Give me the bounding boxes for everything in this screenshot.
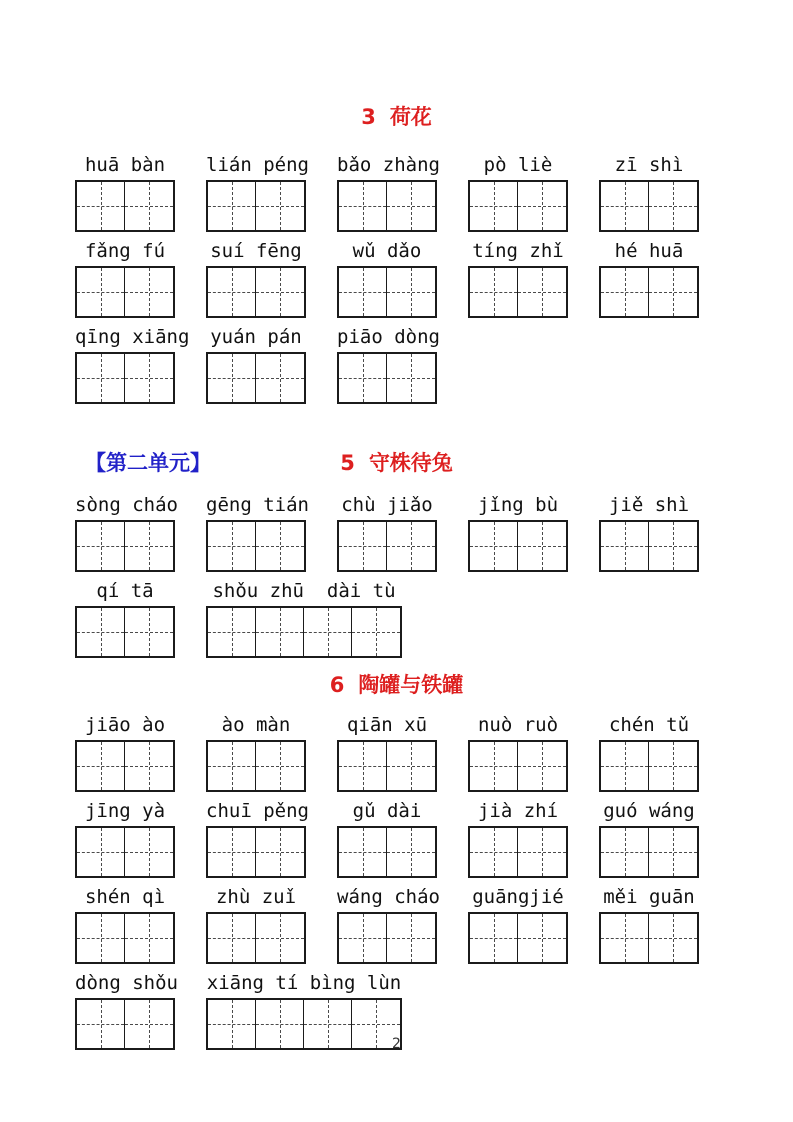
character-writing-box[interactable] bbox=[337, 740, 437, 792]
word-entry bbox=[206, 238, 337, 318]
pinyin-label: shén qì bbox=[84, 886, 166, 908]
writing-cell[interactable] bbox=[208, 182, 256, 230]
character-writing-box[interactable] bbox=[75, 606, 175, 658]
pinyin-label: jiāo ào bbox=[84, 714, 166, 736]
writing-cell[interactable] bbox=[208, 522, 256, 570]
word-entry bbox=[468, 492, 599, 572]
writing-cell[interactable] bbox=[339, 742, 387, 790]
writing-cell[interactable] bbox=[208, 608, 256, 656]
writing-cell[interactable] bbox=[256, 742, 304, 790]
section-rows bbox=[0, 152, 793, 404]
lesson-title bbox=[340, 451, 453, 475]
word-entry bbox=[468, 884, 599, 964]
word-entry bbox=[206, 152, 337, 232]
spacer bbox=[0, 664, 793, 672]
lesson-title bbox=[361, 105, 432, 129]
pinyin-label: jīng yà bbox=[84, 800, 166, 822]
writing-cell[interactable] bbox=[387, 182, 435, 230]
writing-cell[interactable] bbox=[125, 354, 173, 402]
page-number: 2 bbox=[392, 1036, 401, 1052]
word-row bbox=[75, 492, 793, 572]
pinyin-label: hé huā bbox=[614, 240, 684, 262]
pinyin-label: jià zhí bbox=[477, 800, 559, 822]
writing-cell[interactable] bbox=[649, 268, 697, 316]
writing-cell[interactable] bbox=[352, 608, 400, 656]
writing-cell[interactable] bbox=[470, 268, 518, 316]
writing-cell[interactable] bbox=[518, 182, 566, 230]
pinyin-label: yuán pán bbox=[210, 326, 302, 348]
worksheet-body bbox=[0, 104, 793, 1050]
writing-cell[interactable] bbox=[125, 608, 173, 656]
character-writing-box[interactable] bbox=[599, 180, 699, 232]
pinyin-label: ào màn bbox=[221, 714, 291, 736]
writing-cell[interactable] bbox=[649, 742, 697, 790]
character-writing-box[interactable] bbox=[599, 740, 699, 792]
character-writing-box[interactable] bbox=[468, 826, 568, 878]
pinyin-label: chén tǔ bbox=[608, 714, 690, 736]
character-writing-box[interactable] bbox=[599, 912, 699, 964]
writing-cell[interactable] bbox=[387, 522, 435, 570]
pinyin-label: bǎo zhàng bbox=[337, 154, 440, 176]
writing-cell[interactable] bbox=[304, 608, 352, 656]
word-entry bbox=[337, 712, 468, 792]
character-writing-box[interactable] bbox=[206, 180, 306, 232]
word-entry bbox=[599, 712, 730, 792]
character-writing-box[interactable] bbox=[206, 520, 306, 572]
word-entry bbox=[206, 798, 337, 878]
lesson-number: 5 bbox=[340, 451, 355, 475]
word-entry bbox=[468, 238, 599, 318]
word-entry bbox=[75, 238, 206, 318]
pinyin-label: wǔ dǎo bbox=[352, 240, 422, 262]
writing-cell[interactable] bbox=[256, 182, 304, 230]
word-row bbox=[75, 798, 793, 878]
writing-cell[interactable] bbox=[125, 268, 173, 316]
character-writing-box[interactable] bbox=[75, 352, 175, 404]
pinyin-label: qīng xiāng bbox=[75, 326, 190, 348]
writing-cell[interactable] bbox=[339, 914, 387, 962]
pinyin-label: fǎng fú bbox=[84, 240, 166, 262]
character-writing-box[interactable] bbox=[75, 520, 175, 572]
writing-cell[interactable] bbox=[77, 608, 125, 656]
pinyin-label: tíng zhǐ bbox=[472, 240, 564, 262]
pinyin-label: dòng shǒu bbox=[75, 972, 178, 994]
word-entry bbox=[468, 152, 599, 232]
word-entry bbox=[599, 884, 730, 964]
lesson-name: 荷花 bbox=[389, 105, 432, 129]
unit-label: 【第二单元】 bbox=[85, 451, 211, 475]
character-writing-box[interactable] bbox=[75, 740, 175, 792]
word-row bbox=[75, 324, 793, 404]
writing-cell[interactable] bbox=[77, 182, 125, 230]
character-writing-box[interactable] bbox=[468, 740, 568, 792]
spacer bbox=[0, 130, 793, 152]
writing-cell[interactable] bbox=[125, 182, 173, 230]
writing-cell[interactable] bbox=[125, 742, 173, 790]
writing-cell[interactable] bbox=[649, 914, 697, 962]
writing-cell[interactable] bbox=[470, 182, 518, 230]
lesson-number: 3 bbox=[361, 105, 376, 129]
writing-cell[interactable] bbox=[387, 268, 435, 316]
character-writing-box[interactable] bbox=[75, 912, 175, 964]
character-writing-box[interactable] bbox=[206, 266, 306, 318]
pinyin-label: lián péng bbox=[206, 154, 309, 176]
writing-cell[interactable] bbox=[125, 828, 173, 876]
writing-cell[interactable] bbox=[601, 182, 649, 230]
writing-cell[interactable] bbox=[256, 828, 304, 876]
writing-cell[interactable] bbox=[518, 828, 566, 876]
character-writing-box[interactable] bbox=[75, 180, 175, 232]
section-header bbox=[0, 450, 793, 476]
word-entry bbox=[75, 324, 206, 404]
character-writing-box[interactable] bbox=[337, 912, 437, 964]
pinyin-label: qiān xū bbox=[346, 714, 428, 736]
word-entry bbox=[75, 152, 206, 232]
pinyin-label: nuò ruò bbox=[477, 714, 559, 736]
writing-cell[interactable] bbox=[256, 268, 304, 316]
word-row bbox=[75, 884, 793, 964]
writing-cell[interactable] bbox=[518, 268, 566, 316]
writing-cell[interactable] bbox=[518, 914, 566, 962]
spacer bbox=[0, 476, 793, 492]
writing-cell[interactable] bbox=[601, 914, 649, 962]
writing-cell[interactable] bbox=[649, 828, 697, 876]
character-writing-box[interactable] bbox=[206, 912, 306, 964]
writing-cell[interactable] bbox=[77, 742, 125, 790]
word-entry bbox=[75, 578, 206, 658]
writing-cell[interactable] bbox=[256, 354, 304, 402]
word-entry bbox=[468, 712, 599, 792]
writing-cell[interactable] bbox=[125, 914, 173, 962]
word-row bbox=[75, 152, 793, 232]
word-entry bbox=[206, 578, 468, 658]
word-entry bbox=[337, 152, 468, 232]
word-entry bbox=[337, 492, 468, 572]
pinyin-label: huā bàn bbox=[84, 154, 166, 176]
pinyin-label: měi guān bbox=[603, 886, 695, 908]
word-entry bbox=[337, 238, 468, 318]
word-entry bbox=[599, 798, 730, 878]
writing-cell[interactable] bbox=[470, 828, 518, 876]
character-writing-box[interactable] bbox=[337, 266, 437, 318]
writing-cell[interactable] bbox=[77, 914, 125, 962]
character-writing-box[interactable] bbox=[337, 352, 437, 404]
word-entry bbox=[75, 492, 206, 572]
character-writing-box[interactable] bbox=[468, 912, 568, 964]
pinyin-label: shǒu zhū dài tù bbox=[212, 580, 396, 602]
character-writing-box[interactable] bbox=[337, 520, 437, 572]
word-entry bbox=[337, 324, 468, 404]
writing-cell[interactable] bbox=[256, 522, 304, 570]
writing-cell[interactable] bbox=[387, 914, 435, 962]
lesson-number: 6 bbox=[329, 673, 345, 697]
writing-cell[interactable] bbox=[387, 742, 435, 790]
writing-cell[interactable] bbox=[387, 828, 435, 876]
writing-cell[interactable] bbox=[77, 354, 125, 402]
word-row bbox=[75, 238, 793, 318]
section-rows bbox=[0, 492, 793, 658]
section-rows bbox=[0, 712, 793, 1050]
pinyin-label: piāo dòng bbox=[337, 326, 440, 348]
word-entry bbox=[337, 798, 468, 878]
lesson-title bbox=[330, 673, 464, 697]
pinyin-label: suí fēng bbox=[210, 240, 302, 262]
character-writing-box[interactable] bbox=[599, 826, 699, 878]
word-entry bbox=[75, 712, 206, 792]
writing-cell[interactable] bbox=[339, 522, 387, 570]
writing-cell[interactable] bbox=[518, 522, 566, 570]
character-writing-box[interactable] bbox=[337, 826, 437, 878]
pinyin-label: guāngjié bbox=[472, 886, 564, 908]
writing-cell[interactable] bbox=[208, 742, 256, 790]
pinyin-label: chuī pěng bbox=[206, 800, 309, 822]
word-entry bbox=[599, 492, 730, 572]
word-entry bbox=[468, 798, 599, 878]
word-entry bbox=[206, 492, 337, 572]
writing-cell[interactable] bbox=[649, 182, 697, 230]
word-entry bbox=[206, 324, 337, 404]
writing-cell[interactable] bbox=[208, 268, 256, 316]
character-writing-box[interactable] bbox=[206, 740, 306, 792]
pinyin-label: pò liè bbox=[483, 154, 553, 176]
pinyin-label: sòng cháo bbox=[75, 494, 178, 516]
section-header bbox=[0, 104, 793, 130]
word-entry bbox=[599, 238, 730, 318]
character-writing-box[interactable] bbox=[206, 352, 306, 404]
writing-cell[interactable] bbox=[387, 354, 435, 402]
writing-cell[interactable] bbox=[470, 914, 518, 962]
word-entry bbox=[206, 712, 337, 792]
word-entry bbox=[75, 798, 206, 878]
pinyin-label: xiāng tí bìng lùn bbox=[206, 972, 402, 994]
writing-cell[interactable] bbox=[601, 522, 649, 570]
writing-cell[interactable] bbox=[208, 914, 256, 962]
writing-cell[interactable] bbox=[601, 268, 649, 316]
pinyin-label: gǔ dài bbox=[352, 800, 422, 822]
spacer bbox=[0, 410, 793, 450]
character-writing-box[interactable] bbox=[206, 606, 402, 658]
word-row bbox=[75, 578, 793, 658]
pinyin-label: jiě shì bbox=[608, 494, 690, 516]
writing-cell[interactable] bbox=[339, 182, 387, 230]
pinyin-label: gēng tián bbox=[206, 494, 309, 516]
pinyin-label: qí tā bbox=[96, 580, 154, 602]
writing-cell[interactable] bbox=[77, 828, 125, 876]
character-writing-box[interactable] bbox=[468, 520, 568, 572]
writing-cell[interactable] bbox=[339, 828, 387, 876]
writing-cell[interactable] bbox=[208, 354, 256, 402]
writing-cell[interactable] bbox=[339, 354, 387, 402]
character-writing-box[interactable] bbox=[468, 266, 568, 318]
character-writing-box[interactable] bbox=[468, 180, 568, 232]
character-writing-box[interactable] bbox=[337, 180, 437, 232]
pinyin-label: guó wáng bbox=[603, 800, 695, 822]
character-writing-box[interactable] bbox=[206, 826, 306, 878]
spacer bbox=[0, 698, 793, 712]
word-entry bbox=[206, 884, 337, 964]
writing-cell[interactable] bbox=[649, 522, 697, 570]
character-writing-box[interactable] bbox=[75, 266, 175, 318]
writing-cell[interactable] bbox=[77, 268, 125, 316]
writing-cell[interactable] bbox=[208, 828, 256, 876]
lesson-name: 守株待兔 bbox=[368, 451, 453, 475]
writing-cell[interactable] bbox=[601, 742, 649, 790]
character-writing-box[interactable] bbox=[599, 266, 699, 318]
pinyin-label: chù jiǎo bbox=[341, 494, 433, 516]
word-entry bbox=[599, 152, 730, 232]
pinyin-label: wáng cháo bbox=[337, 886, 440, 908]
writing-cell[interactable] bbox=[256, 914, 304, 962]
writing-cell[interactable] bbox=[518, 742, 566, 790]
writing-cell[interactable] bbox=[601, 828, 649, 876]
writing-cell[interactable] bbox=[77, 522, 125, 570]
lesson-name: 陶罐与铁罐 bbox=[358, 673, 464, 697]
writing-cell[interactable] bbox=[470, 742, 518, 790]
character-writing-box[interactable] bbox=[75, 826, 175, 878]
writing-cell[interactable] bbox=[125, 522, 173, 570]
pinyin-label: zī shì bbox=[614, 154, 684, 176]
writing-cell[interactable] bbox=[339, 268, 387, 316]
character-writing-box[interactable] bbox=[599, 520, 699, 572]
section-header bbox=[0, 672, 793, 698]
word-entry bbox=[337, 884, 468, 964]
pinyin-label: zhù zuǐ bbox=[215, 886, 297, 908]
word-entry bbox=[75, 884, 206, 964]
word-row bbox=[75, 712, 793, 792]
pinyin-label: jǐng bù bbox=[477, 494, 559, 516]
writing-cell[interactable] bbox=[256, 608, 304, 656]
writing-cell[interactable] bbox=[470, 522, 518, 570]
